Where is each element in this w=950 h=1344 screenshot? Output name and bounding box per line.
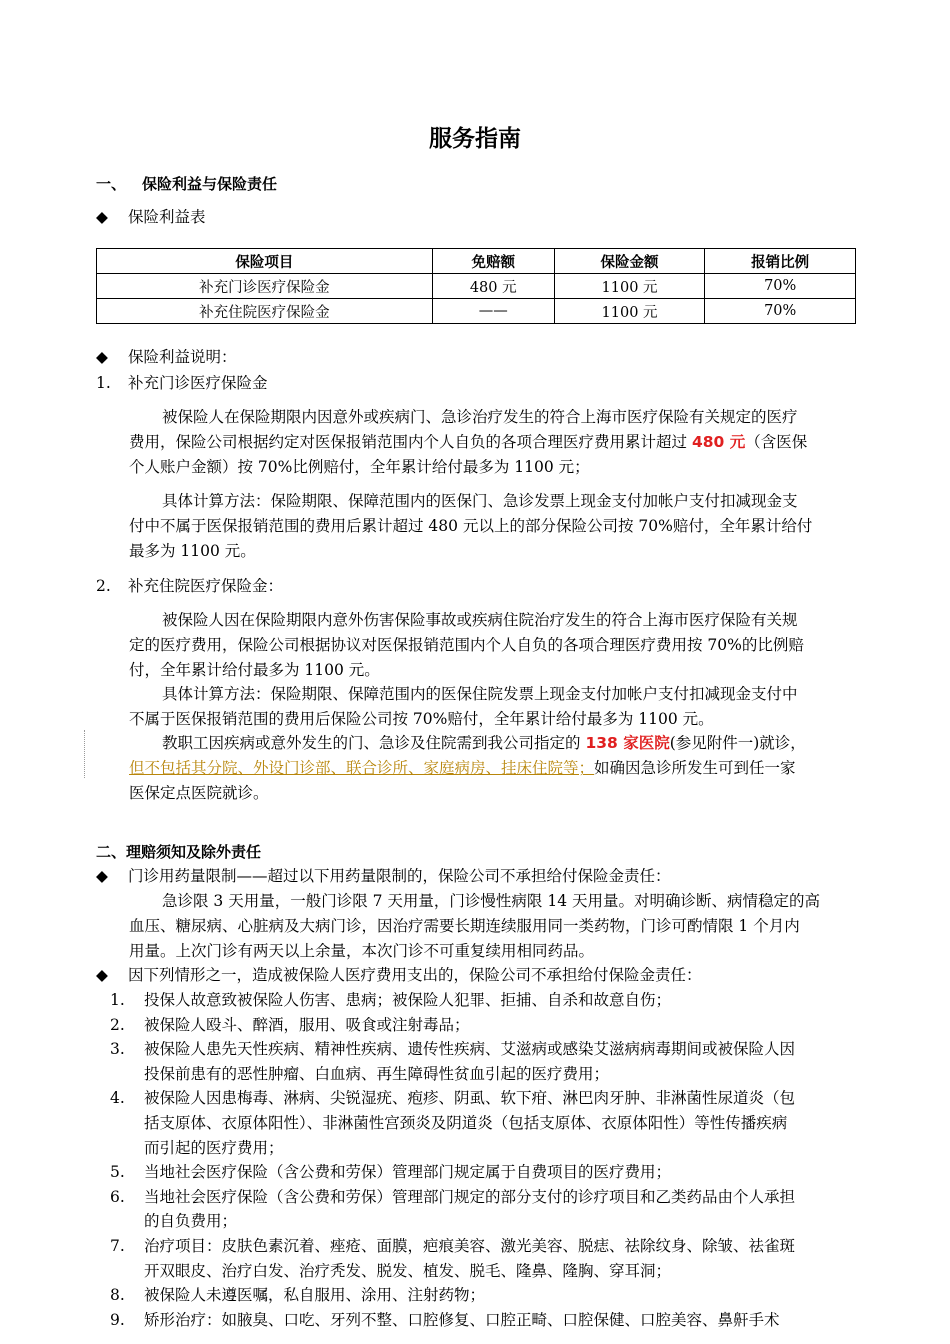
list-item [110,1039,795,1059]
paragraph-line: 具体计算方法：保险期限、保障范围内的医保门、急诊发票上现金支付加帐户支付扣减现金支 [162,492,798,510]
table-label: 保险利益表 [128,208,206,226]
list-item [110,1310,780,1330]
list-item [110,1088,795,1108]
list-item-continuation: 开双眼皮、治疗白发、治疗秃发、脱发、植发、脱毛、隆鼻、隆胸、穿耳洞； [144,1261,672,1280]
table-cell: 70% [705,299,856,324]
table-cell: —— [432,299,554,324]
list-item-text: 当地社会医疗保险（含公费和劳保）管理部门规定的部分支付的诊疗项目和乙类药品由个人承担 [144,1187,796,1206]
list-item-continuation: 括支原体、衣原体阳性）、非淋菌性宫颈炎及阴道炎（包括支原体、衣原体阳性）等性传播疾病 [144,1114,788,1132]
bullet-text: 门诊用药量限制——超过以下用药量限制的，保险公司不承担给付保险金责任： [128,867,671,885]
list-item-text: 治疗项目：皮肤色素沉着、痤疮、面膜，疤痕美容、激光美容、脱痣、祛除纹身、除皱、祛雀斑 [144,1237,796,1255]
table-header-cell: 保险金额 [554,249,705,274]
table-label-line [96,207,206,227]
paragraph-line: 医保定点医院就诊。 [129,784,269,802]
table-cell: 1100 元 [554,274,705,299]
section1-heading-num: 一、 [96,175,127,193]
table-cell: 补充门诊医疗保险金 [97,274,433,299]
list-item-text: 被保险人患先天性疾病、精神性疾病、遗传性疾病、艾滋病或感染艾滋病病毒期间或被保险人因 [144,1040,796,1059]
table-cell: 1100 元 [554,299,705,324]
list-item [110,1285,485,1305]
list-item-number: 9. [110,1310,125,1329]
list-item-text: 投保人故意致被保险人伤害、患病；被保险人犯罪、拒捕、自杀和故意自伤； [144,991,672,1009]
paragraph-line: 最多为 1100 元。 [129,542,256,560]
paragraph-line [129,758,796,778]
paragraph-text: 教职工因疾病或意外发生的门、急诊及住院需到我公司指定的 [162,734,586,752]
item2-num: 2. [96,577,111,595]
paragraph-text: (参见附件一)就诊， [669,734,806,752]
list-item-number: 7. [110,1237,125,1255]
paragraph-text: 费用，保险公司根据约定对医保报销范围内个人自负的各项合理医疗费用累计超过 [129,433,692,451]
list-item-number: 4. [110,1089,125,1108]
table-row [97,274,856,299]
paragraph-text: （含医保 [745,433,808,451]
list-item-number: 8. [110,1286,125,1305]
section1-heading-text: 保险利益与保险责任 [142,175,278,193]
paragraph-line: 用量。上次门诊有两天以上余量，本次门诊不可重复续用相同药品。 [129,942,595,960]
list-item-text: 被保险人未遵医嘱，私自服用、涂用、注射药物； [144,1286,486,1305]
list-item-number: 1. [110,991,125,1009]
item1-num: 1. [96,374,111,392]
list-item-number: 6. [110,1187,125,1206]
paragraph-line: 定的医疗费用，保险公司根据协议对医保报销范围内个人自负的各项合理医疗费用按 70%的比例赔 [129,636,804,654]
list-item-text: 当地社会医疗保险（含公费和劳保）管理部门规定属于自费项目的医疗费用； [144,1163,672,1182]
bullet-diamond-icon: ◆ [96,966,108,984]
paragraph-line: 个人账户金额）按 70%比例赔付，全年累计给付最多为 1100 元； [129,458,590,476]
paragraph-line: 血压、糖尿病、心脏病及大病门诊，因治疗需要长期连续服用同一类药物，门诊可酌情限 1 个月内 [129,917,800,935]
list-item [110,990,671,1010]
paragraph-line [129,432,807,452]
table-header-cell: 保险项目 [97,249,433,274]
bullet-text: 因下列情形之一，造成被保险人医疗费用支出的，保险公司不承担给付保险金责任： [128,966,702,984]
list-item-continuation: 而引起的医疗费用； [144,1138,284,1157]
paragraph-line: 不属于医保报销范围的费用后保险公司按 70%赔付，全年累计给付最多为 1100 元。 [129,710,714,728]
bullet-line [96,866,671,886]
section2-heading: 二、理赔须知及除外责任 [96,843,262,861]
paragraph-text: 如确因急诊所发生可到任一家 [594,759,796,777]
paragraph-line: 具体计算方法：保险期限、保障范围内的医保住院发票上现金支付加帐户支付扣减现金支付中 [162,685,798,703]
list-item [110,1162,671,1182]
list-item-continuation: 的自负费用； [144,1212,238,1231]
table-row [97,299,856,324]
paragraph-line: 急诊限 3 天用量，一般门诊限 7 天用量，门诊慢性病限 14 天用量。对明确诊断、病情稳定的高 [162,892,821,910]
list-item-number: 2. [110,1015,125,1034]
list-item [110,1236,795,1256]
table-cell: 70% [705,274,856,299]
list-item-number: 3. [110,1040,125,1059]
explain-label: 保险利益说明： [128,348,237,366]
exclusion-underlined-text: 但不包括其分院、外设门诊部、联合诊所、家庭病房、挂床住院等； [129,759,595,777]
section1-heading [96,174,277,194]
revision-margin-marker [84,730,86,778]
bullet-diamond-icon: ◆ [96,348,108,366]
paragraph-line: 被保险人在保险期限内因意外或疾病门、急诊治疗发生的符合上海市医疗保险有关规定的医疗 [162,408,798,426]
table-cell: 480 元 [432,274,554,299]
list-item-text: 被保险人殴斗、醉酒，服用、吸食或注射毒品； [144,1015,470,1034]
bullet-line [96,965,702,985]
list-item [110,1015,470,1035]
list-item-text: 矫形治疗：如腋臭、口吃、牙列不整、口腔修复、口腔正畸、口腔保健、口腔美容、鼻鼾手术 [144,1310,780,1329]
paragraph-line [162,733,806,753]
list-item-text: 被保险人因患梅毒、淋病、尖锐湿疣、疱疹、阴虱、软下疳、淋巴肉牙肿、非淋菌性尿道炎（包 [144,1089,796,1108]
paragraph-line: 付，全年累计给付最多为 1100 元。 [129,661,380,679]
item1-title-line [96,373,268,393]
list-item [110,1187,795,1207]
paragraph-line: 被保险人因在保险期限内意外伤害保险事故或疾病住院治疗发生的符合上海市医疗保险有关规 [162,611,798,629]
hospital-count-highlight: 138 家医院 [585,734,670,752]
list-item-continuation: 投保前患有的恶性肿瘤、白血病、再生障碍性贫血引起的医疗费用； [144,1064,610,1083]
item2-title: 补充住院医疗保险金： [128,577,284,595]
list-item-number: 5. [110,1163,125,1182]
table-header-row [97,249,856,274]
explain-label-line [96,347,237,367]
bullet-diamond-icon: ◆ [96,867,108,885]
page-title: 服务指南 [429,126,521,152]
bullet-diamond-icon: ◆ [96,208,108,226]
item2-title-line [96,576,283,596]
table-cell: 补充住院医疗保险金 [97,299,433,324]
table-header-cell: 免赔额 [432,249,554,274]
benefit-table [96,248,856,324]
item1-title: 补充门诊医疗保险金 [128,374,268,392]
table-header-cell: 报销比例 [705,249,856,274]
paragraph-line: 付中不属于医保报销范围的费用后累计超过 480 元以上的部分保险公司按 70%赔付，全年累计给付 [129,517,813,535]
deductible-highlight: 480 元 [691,433,746,451]
